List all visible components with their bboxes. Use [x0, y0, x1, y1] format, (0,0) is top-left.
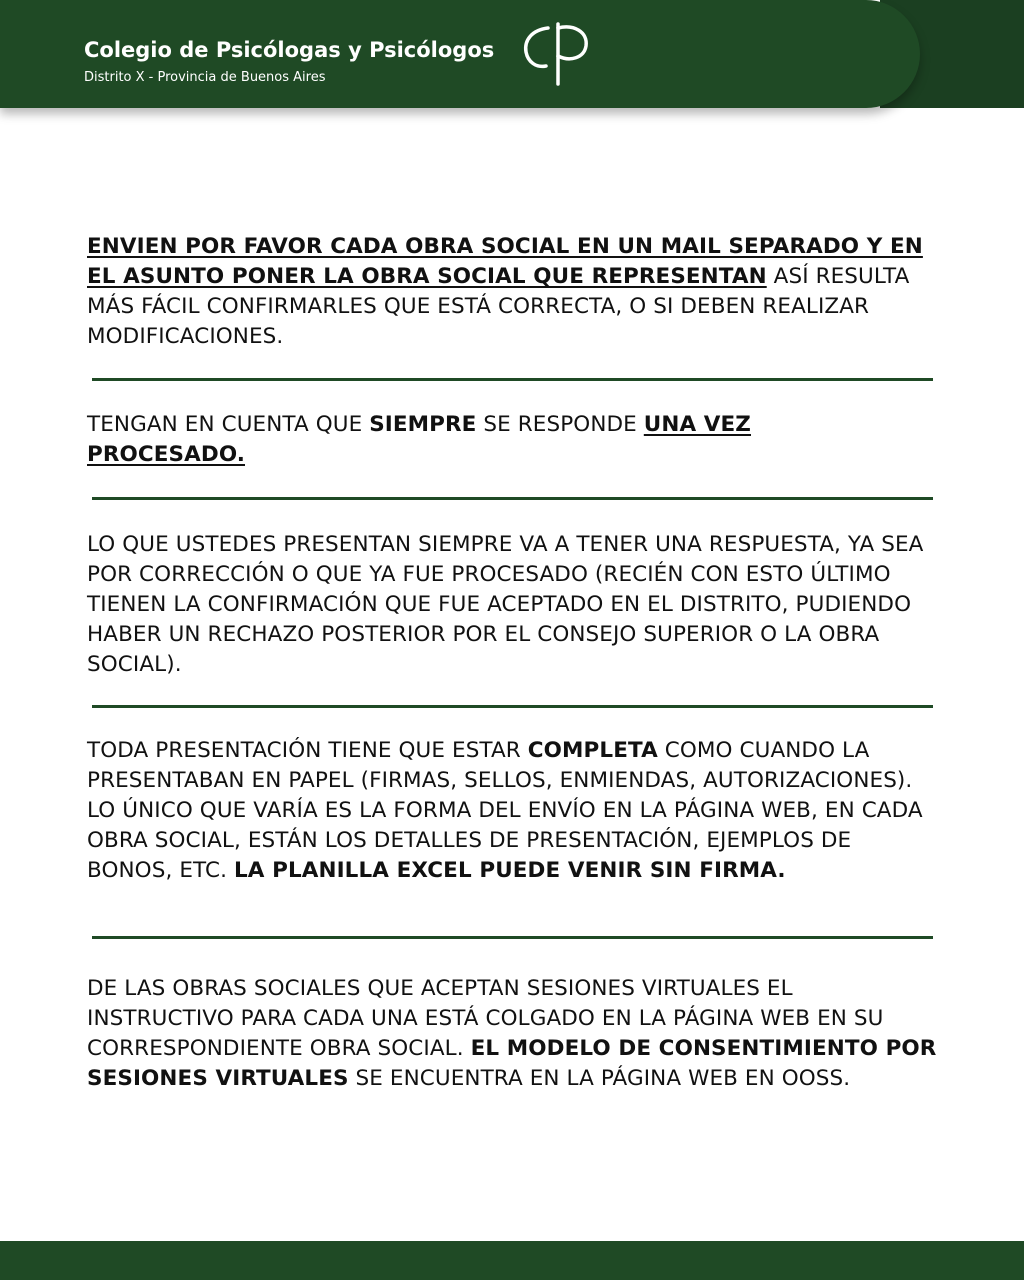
- completa-emphasis: COMPLETA: [527, 738, 658, 763]
- paragraph-5-end: SE ENCUENTRA EN LA PÁGINA WEB EN OOSS.: [348, 1066, 851, 1091]
- paragraph-4-start: TODA PRESENTACIÓN TIENE QUE ESTAR: [87, 738, 528, 763]
- notice-paragraph-3: LO QUE USTEDES PRESENTAN SIEMPRE VA A TENER UNA RESPUESTA, YA SEA POR CORRECCIÓN O QUE YA FUE PROCESADO (RECIÉN CON ESTO ÚLTIMO TIENEN LA CONFIRMACIÓN QUE FUE ACEPTADO EN EL DISTRITO, PUDIENDO HABER UN RECHAZO POSTERIOR POR EL CONSEJO SUPERIOR O LA OBRA SOCIAL).: [87, 532, 924, 677]
- siempre-emphasis: SIEMPRE: [369, 412, 477, 437]
- section-divider-1: [92, 378, 933, 381]
- planilla-excel-note: LA PLANILLA EXCEL PUEDE VENIR SIN FIRMA.: [233, 858, 786, 883]
- notice-paragraph-5: [87, 974, 937, 1094]
- separate-mail-instruction: ENVIEN POR FAVOR CADA OBRA SOCIAL EN UN MAIL SEPARADO Y EN EL ASUNTO PONER LA OBRA SOCIAL QUE REPRESENTAN: [87, 234, 923, 289]
- section-divider-2: [92, 497, 933, 500]
- paragraph-1-rest: ASÍ RESULTA MÁS FÁCIL CONFIRMARLES QUE ESTÁ CORRECTA, O SI DEBEN REALIZAR MODIFICACIONES.: [87, 264, 910, 349]
- footer-bar: [0, 1241, 1024, 1280]
- paragraph-2-start: TENGAN EN CUENTA QUE: [87, 412, 370, 437]
- paragraph-5-start: DE LAS OBRAS SOCIALES QUE ACEPTAN SESIONES VIRTUALES EL INSTRUCTIVO PARA CADA UNA ESTÁ COLGADO EN LA PÁGINA WEB EN SU CORRESPONDIENTE OBRA SOCIAL.: [87, 976, 884, 1061]
- section-divider-4: [92, 936, 933, 939]
- notice-paragraph-4: [87, 736, 937, 886]
- notice-paragraph-2: [87, 410, 787, 470]
- institution-title: Colegio de Psicólogas y Psicólogos: [84, 38, 495, 62]
- una-vez-procesado-emphasis: UNA VEZ PROCESADO.: [87, 412, 751, 467]
- institution-subtitle: Distrito X - Provincia de Buenos Aires: [84, 70, 326, 85]
- consent-model-emphasis: EL MODELO DE CONSENTIMIENTO POR SESIONES VIRTUALES: [87, 1036, 937, 1091]
- paragraph-2-middle: SE RESPONDE: [476, 412, 644, 437]
- notice-paragraph-1: [87, 232, 937, 352]
- cp-monogram-icon: [518, 22, 592, 86]
- paragraph-4-middle: COMO CUANDO LA PRESENTABAN EN PAPEL (FIRMAS, SELLOS, ENMIENDAS, AUTORIZACIONES). LO ÚNICO QUE VARÍA ES LA FORMA DEL ENVÍO EN LA PÁGINA WEB, EN CADA OBRA SOCIAL, ESTÁN LOS DETALLES DE PRESENTACIÓN, EJEMPLOS DE BONOS, ETC.: [87, 738, 923, 883]
- section-divider-3: [92, 705, 933, 708]
- header-banner: [0, 0, 920, 108]
